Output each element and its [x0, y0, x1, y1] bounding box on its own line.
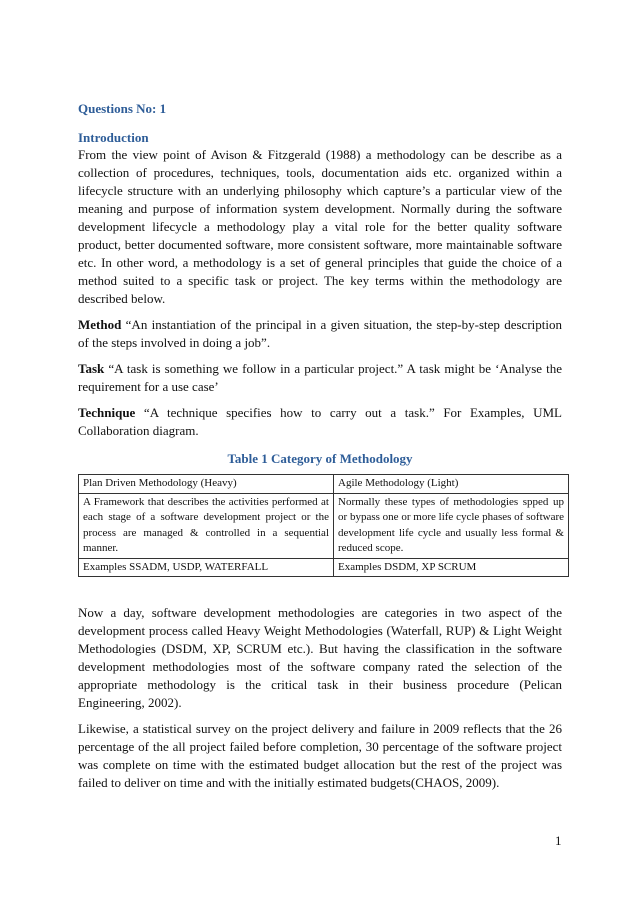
definition-method — [78, 316, 562, 352]
table-cell: Examples DSDM, XP SCRUM — [334, 558, 569, 577]
methodology-table — [78, 474, 569, 577]
definition-task — [78, 360, 562, 396]
body-paragraph-2: Now a day, software development methodologies are categories in two aspect of the development process called Heavy Weight Methodologies (Waterfall, RUP) & Light Weight Methodologies (DSDM, XP, SCRUM etc.). But having the classification in the software development methodologies most of the software company rated the selection of the appropriate methodology is the critical task in their business procedure (Pelican Engineering, 2002). — [78, 605, 562, 710]
page-content — [78, 100, 562, 792]
table-row — [79, 493, 569, 558]
definition-technique — [78, 404, 562, 440]
definition-text: “A technique specifies how to carry out a task.” For Examples, UML Collaboration diagram. — [78, 405, 562, 438]
table-header-cell: Plan Driven Methodology (Heavy) — [79, 475, 334, 494]
table-cell: Normally these types of methodologies spped up or bypass one or more life cycle phases of software development life cycle and usually less formal & reduced scope. — [334, 493, 569, 558]
definition-text: “A task is something we follow in a particular project.” A task might be ‘Analyse the requirement for a use case’ — [78, 361, 562, 394]
table-header-row — [79, 475, 569, 494]
table-caption: Table 1 Category of Methodology — [227, 451, 413, 466]
definition-term: Task — [78, 361, 105, 376]
body-paragraph-3: Likewise, a statistical survey on the project delivery and failure in 2009 reflects that the 26 percentage of the all project failed before completion, 30 percentage of the software project was complete on time with the estimated budget allocation but the rest of the project was failed to deliver on time and with the initially estimated budgets(CHAOS, 2009). — [78, 721, 562, 790]
table-cell: A Framework that describes the activities performed at each stage of a software development project or the process are managed & controlled in a sequential manner. — [79, 493, 334, 558]
intro-paragraph: From the view point of Avison & Fitzgerald (1988) a methodology can be describe as a collection of procedures, techniques, tools, documentation aids etc. organized within a lifecycle structure with an underlying philosophy which capture’s a particular view of the meaning and purpose of information system development. Normally during the software development lifecycle a methodology play a vital role for the better quality software product, better documented software, more consistent software, more maintainable software etc. In other word, a methodology is a set of general principles that guide the choice of a method suited to a specific task or project. The key terms within the methodology are described below. — [78, 147, 562, 306]
table-header-cell: Agile Methodology (Light) — [334, 475, 569, 494]
question-title: Questions No: 1 — [78, 101, 167, 116]
introduction-heading: Introduction — [78, 130, 149, 145]
definition-text: “An instantiation of the principal in a given situation, the step-by-step description of the steps involved in doing a job”. — [78, 317, 562, 350]
table-row — [79, 558, 569, 577]
definition-term: Method — [78, 317, 122, 332]
table-cell: Examples SSADM, USDP, WATERFALL — [79, 558, 334, 577]
definition-term: Technique — [78, 405, 136, 420]
page-number: 1 — [555, 833, 562, 848]
